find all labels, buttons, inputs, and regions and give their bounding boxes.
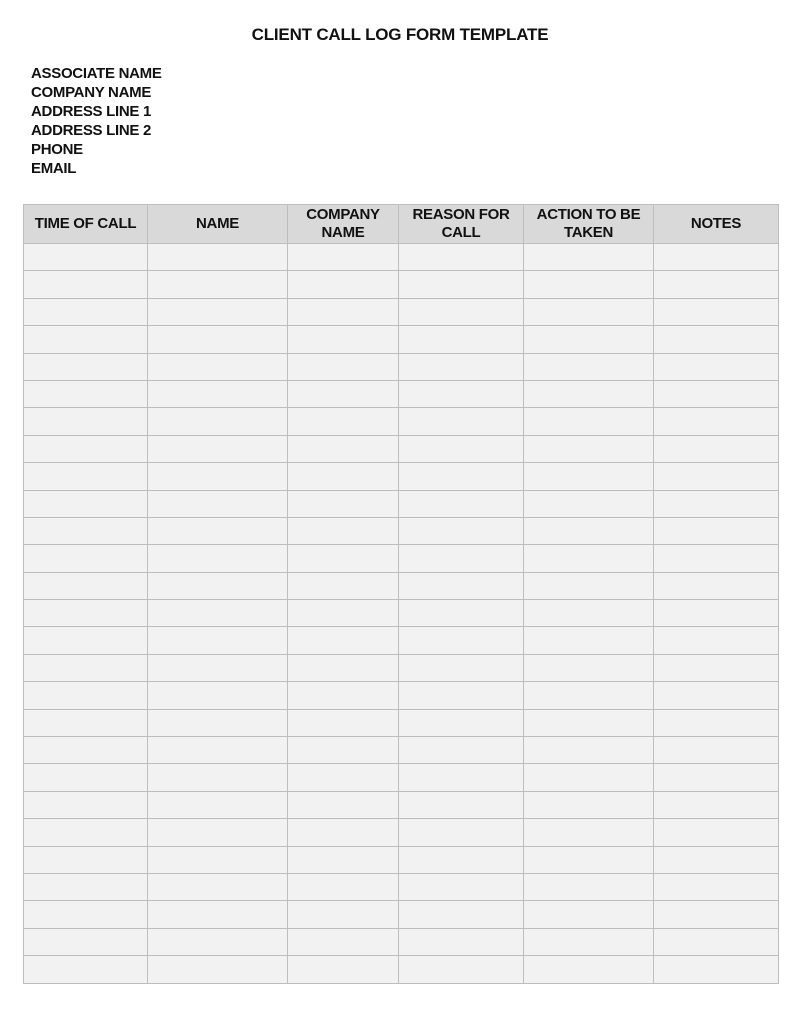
cell-action-to-be-taken[interactable] [524,380,654,407]
cell-reason-for-call[interactable] [399,572,524,599]
column-header-time-of-call: TIME OF CALL [24,205,148,244]
cell-company-name[interactable] [288,928,399,955]
cell-name[interactable] [148,956,288,983]
cell-notes[interactable] [654,901,779,928]
cell-time-of-call[interactable] [24,435,148,462]
cell-name[interactable] [148,572,288,599]
cell-reason-for-call[interactable] [399,654,524,681]
cell-action-to-be-taken[interactable] [524,737,654,764]
table-row [24,709,779,736]
cell-notes[interactable] [654,709,779,736]
cell-time-of-call[interactable] [24,380,148,407]
cell-reason-for-call[interactable] [399,956,524,983]
cell-reason-for-call[interactable] [399,490,524,517]
column-header-notes: NOTES [654,205,779,244]
cell-action-to-be-taken[interactable] [524,545,654,572]
address-line-1-label: ADDRESS LINE 1 [31,103,151,120]
cell-time-of-call[interactable] [24,353,148,380]
cell-action-to-be-taken[interactable] [524,490,654,517]
table-row [24,846,779,873]
cell-time-of-call[interactable] [24,928,148,955]
table-row [24,517,779,544]
cell-action-to-be-taken[interactable] [524,819,654,846]
page-title: CLIENT CALL LOG FORM TEMPLATE [251,25,549,44]
cell-name[interactable] [148,764,288,791]
cell-time-of-call[interactable] [24,873,148,900]
cell-name[interactable] [148,490,288,517]
cell-time-of-call[interactable] [24,901,148,928]
cell-action-to-be-taken[interactable] [524,244,654,271]
table-row [24,654,779,681]
table-row [24,380,779,407]
cell-time-of-call[interactable] [24,682,148,709]
cell-notes[interactable] [654,326,779,353]
cell-action-to-be-taken[interactable] [524,791,654,818]
cell-reason-for-call[interactable] [399,271,524,298]
cell-company-name[interactable] [288,353,399,380]
cell-notes[interactable] [654,928,779,955]
cell-reason-for-call[interactable] [399,873,524,900]
table-row [24,326,779,353]
cell-action-to-be-taken[interactable] [524,709,654,736]
cell-company-name[interactable] [288,380,399,407]
call-log-table [23,204,779,984]
table-row [24,271,779,298]
table-row [24,819,779,846]
cell-notes[interactable] [654,380,779,407]
cell-name[interactable] [148,873,288,900]
cell-action-to-be-taken[interactable] [524,600,654,627]
cell-action-to-be-taken[interactable] [524,846,654,873]
table-row [24,873,779,900]
cell-name[interactable] [148,298,288,325]
cell-time-of-call[interactable] [24,600,148,627]
cell-action-to-be-taken[interactable] [524,654,654,681]
table-body [24,244,779,984]
cell-name[interactable] [148,380,288,407]
cell-action-to-be-taken[interactable] [524,764,654,791]
phone-label: PHONE [31,141,83,158]
cell-company-name[interactable] [288,737,399,764]
cell-name[interactable] [148,353,288,380]
cell-company-name[interactable] [288,490,399,517]
cell-name[interactable] [148,627,288,654]
cell-name[interactable] [148,846,288,873]
cell-action-to-be-taken[interactable] [524,901,654,928]
cell-reason-for-call[interactable] [399,682,524,709]
cell-time-of-call[interactable] [24,764,148,791]
cell-name[interactable] [148,326,288,353]
cell-company-name[interactable] [288,654,399,681]
table-row [24,956,779,983]
table-row [24,545,779,572]
cell-action-to-be-taken[interactable] [524,873,654,900]
cell-reason-for-call[interactable] [399,545,524,572]
cell-company-name[interactable] [288,791,399,818]
cell-company-name[interactable] [288,244,399,271]
cell-company-name[interactable] [288,298,399,325]
cell-reason-for-call[interactable] [399,846,524,873]
cell-action-to-be-taken[interactable] [524,271,654,298]
table-row [24,600,779,627]
cell-action-to-be-taken[interactable] [524,408,654,435]
cell-notes[interactable] [654,791,779,818]
associate-name-label: ASSOCIATE NAME [31,65,162,82]
cell-company-name[interactable] [288,463,399,490]
column-header-action-to-be-taken: ACTION TO BE TAKEN [524,205,654,244]
table-row [24,353,779,380]
cell-company-name[interactable] [288,572,399,599]
cell-time-of-call[interactable] [24,709,148,736]
cell-name[interactable] [148,819,288,846]
cell-company-name[interactable] [288,600,399,627]
cell-company-name[interactable] [288,435,399,462]
cell-time-of-call[interactable] [24,737,148,764]
cell-action-to-be-taken[interactable] [524,682,654,709]
cell-name[interactable] [148,737,288,764]
cell-name[interactable] [148,901,288,928]
table-row [24,298,779,325]
column-header-reason-for-call: REASON FOR CALL [399,205,524,244]
table-row [24,682,779,709]
cell-notes[interactable] [654,463,779,490]
cell-notes[interactable] [654,271,779,298]
cell-reason-for-call[interactable] [399,600,524,627]
cell-name[interactable] [148,709,288,736]
cell-action-to-be-taken[interactable] [524,572,654,599]
table-row [24,244,779,271]
table-row [24,928,779,955]
cell-name[interactable] [148,271,288,298]
cell-time-of-call[interactable] [24,819,148,846]
cell-notes[interactable] [654,873,779,900]
cell-notes[interactable] [654,627,779,654]
cell-time-of-call[interactable] [24,271,148,298]
table-row [24,737,779,764]
cell-notes[interactable] [654,682,779,709]
cell-notes[interactable] [654,408,779,435]
cell-company-name[interactable] [288,764,399,791]
cell-reason-for-call[interactable] [399,298,524,325]
cell-reason-for-call[interactable] [399,408,524,435]
column-header-company-name: COMPANY NAME [288,205,399,244]
cell-time-of-call[interactable] [24,326,148,353]
table-row [24,408,779,435]
cell-time-of-call[interactable] [24,572,148,599]
cell-action-to-be-taken[interactable] [524,326,654,353]
cell-reason-for-call[interactable] [399,380,524,407]
info-block [31,64,162,178]
cell-action-to-be-taken[interactable] [524,463,654,490]
cell-company-name[interactable] [288,873,399,900]
cell-company-name[interactable] [288,682,399,709]
cell-time-of-call[interactable] [24,517,148,544]
cell-reason-for-call[interactable] [399,627,524,654]
table-row [24,901,779,928]
cell-company-name[interactable] [288,545,399,572]
cell-notes[interactable] [654,846,779,873]
cell-time-of-call[interactable] [24,791,148,818]
address-line-2-label: ADDRESS LINE 2 [31,122,151,139]
cell-company-name[interactable] [288,408,399,435]
table-row [24,572,779,599]
table-row [24,791,779,818]
cell-notes[interactable] [654,737,779,764]
cell-name[interactable] [148,654,288,681]
cell-time-of-call[interactable] [24,490,148,517]
cell-company-name[interactable] [288,517,399,544]
cell-company-name[interactable] [288,819,399,846]
cell-notes[interactable] [654,654,779,681]
cell-reason-for-call[interactable] [399,737,524,764]
cell-reason-for-call[interactable] [399,353,524,380]
cell-notes[interactable] [654,435,779,462]
cell-time-of-call[interactable] [24,244,148,271]
cell-action-to-be-taken[interactable] [524,435,654,462]
cell-notes[interactable] [654,572,779,599]
table-row [24,463,779,490]
cell-time-of-call[interactable] [24,956,148,983]
cell-reason-for-call[interactable] [399,709,524,736]
cell-reason-for-call[interactable] [399,435,524,462]
cell-reason-for-call[interactable] [399,463,524,490]
cell-notes[interactable] [654,764,779,791]
cell-notes[interactable] [654,600,779,627]
cell-company-name[interactable] [288,627,399,654]
cell-notes[interactable] [654,298,779,325]
cell-time-of-call[interactable] [24,463,148,490]
cell-name[interactable] [148,435,288,462]
cell-name[interactable] [148,791,288,818]
cell-reason-for-call[interactable] [399,819,524,846]
cell-notes[interactable] [654,545,779,572]
cell-time-of-call[interactable] [24,545,148,572]
cell-reason-for-call[interactable] [399,791,524,818]
cell-company-name[interactable] [288,846,399,873]
cell-company-name[interactable] [288,901,399,928]
email-label: EMAIL [31,160,77,177]
cell-notes[interactable] [654,517,779,544]
cell-name[interactable] [148,408,288,435]
cell-notes[interactable] [654,353,779,380]
table-row [24,764,779,791]
cell-time-of-call[interactable] [24,298,148,325]
cell-time-of-call[interactable] [24,846,148,873]
cell-action-to-be-taken[interactable] [524,517,654,544]
table-row [24,490,779,517]
cell-notes[interactable] [654,819,779,846]
cell-action-to-be-taken[interactable] [524,298,654,325]
cell-name[interactable] [148,517,288,544]
cell-name[interactable] [148,244,288,271]
cell-company-name[interactable] [288,956,399,983]
cell-reason-for-call[interactable] [399,901,524,928]
cell-reason-for-call[interactable] [399,764,524,791]
cell-time-of-call[interactable] [24,654,148,681]
cell-reason-for-call[interactable] [399,326,524,353]
cell-action-to-be-taken[interactable] [524,928,654,955]
cell-action-to-be-taken[interactable] [524,956,654,983]
company-name-label: COMPANY NAME [31,84,152,101]
cell-notes[interactable] [654,244,779,271]
cell-company-name[interactable] [288,326,399,353]
table-header-row [24,205,779,244]
table-row [24,627,779,654]
cell-reason-for-call[interactable] [399,928,524,955]
cell-name[interactable] [148,463,288,490]
cell-notes[interactable] [654,490,779,517]
cell-name[interactable] [148,928,288,955]
cell-reason-for-call[interactable] [399,244,524,271]
cell-time-of-call[interactable] [24,408,148,435]
cell-action-to-be-taken[interactable] [524,627,654,654]
cell-time-of-call[interactable] [24,627,148,654]
cell-notes[interactable] [654,956,779,983]
cell-name[interactable] [148,545,288,572]
cell-company-name[interactable] [288,271,399,298]
cell-reason-for-call[interactable] [399,517,524,544]
cell-name[interactable] [148,600,288,627]
column-header-name: NAME [148,205,288,244]
cell-name[interactable] [148,682,288,709]
cell-action-to-be-taken[interactable] [524,353,654,380]
table-row [24,435,779,462]
cell-company-name[interactable] [288,709,399,736]
